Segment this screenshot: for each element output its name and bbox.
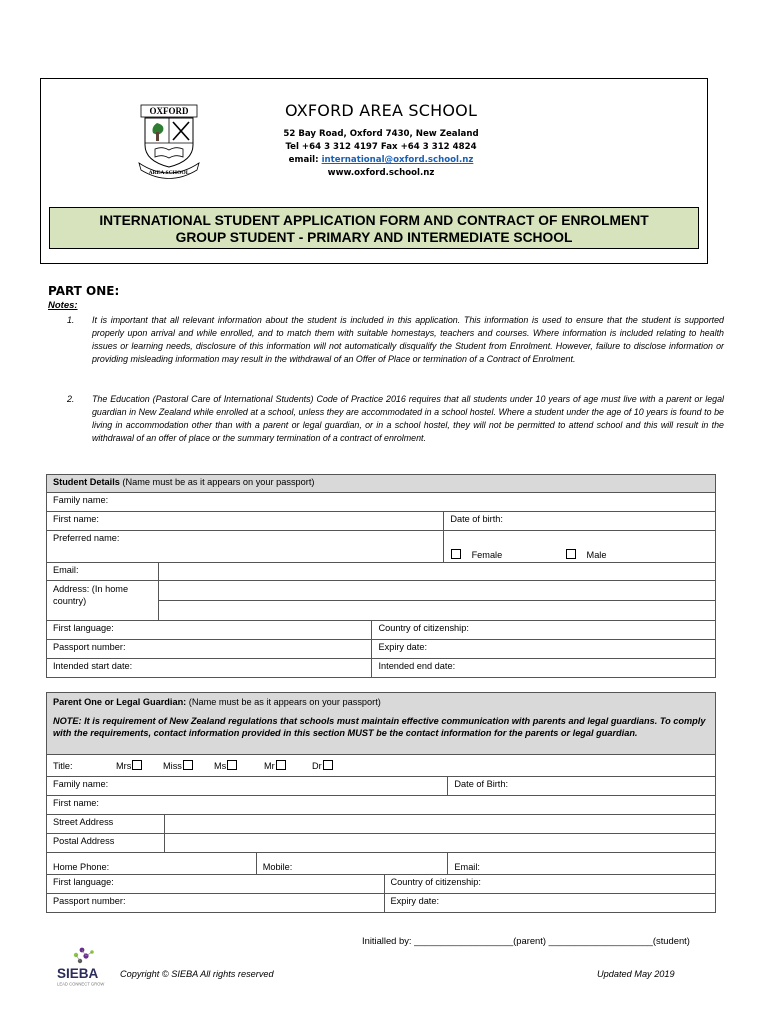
form-title-line1: INTERNATIONAL STUDENT APPLICATION FORM AND CONTRACT OF ENROLMENT bbox=[99, 213, 649, 228]
sieba-logo bbox=[56, 946, 120, 988]
student-details-title: Student Details bbox=[53, 477, 120, 487]
parent-first-name-field[interactable] bbox=[47, 796, 716, 815]
updated-date: Updated May 2019 bbox=[597, 969, 675, 979]
postal-address-label-cell bbox=[47, 834, 165, 853]
mobile-label: Mobile: bbox=[262, 862, 293, 872]
sieba-wordmark: SIEBA bbox=[57, 966, 99, 981]
note-1 bbox=[48, 314, 728, 380]
male-label: Male bbox=[586, 550, 607, 560]
preferred-name-field[interactable] bbox=[47, 531, 444, 563]
student-details-table bbox=[46, 474, 716, 678]
parent-note: NOTE: It is requirement of New Zealand regulations that schools must maintain effective communication with parents and legal guardians. To comply with the requirements, contact information provided in this section MUST be the contact information for the parents or legal guardian. bbox=[53, 716, 706, 738]
address-label: Address: (In home country) bbox=[53, 584, 129, 606]
mobile-field[interactable] bbox=[256, 853, 448, 875]
male-checkbox[interactable] bbox=[566, 549, 576, 559]
school-website: www.oxford.school.nz bbox=[327, 168, 435, 178]
title-option-label: Miss bbox=[163, 761, 182, 771]
note-2 bbox=[48, 393, 728, 459]
note-text: The Education (Pastoral Care of International Students) Code of Practice 2016 requires that all students under 10 years of age must live with a parent or legal guardian in New Zealand while enrolled at a school, unless they are accommodated in a school hostel. Where a student under the age of 10 years is found to be living in accommodation other than with a parent or legal guardian, or in a school hostel, they will not be permitted to attend school and this will result in the withdrawal of an offer of place or the summary termination of a contract of enrolment. bbox=[92, 394, 724, 443]
passport-field[interactable] bbox=[47, 640, 372, 659]
title-option-mrs[interactable] bbox=[116, 760, 142, 771]
notes-label: Notes: bbox=[48, 300, 78, 311]
first-name-label: First name: bbox=[53, 514, 99, 524]
school-address: 52 Bay Road, Oxford 7430, New Zealand bbox=[283, 129, 479, 139]
first-language-label: First language: bbox=[53, 623, 114, 633]
mr-checkbox[interactable] bbox=[276, 760, 286, 770]
gender-field bbox=[444, 531, 716, 563]
note-number: 2. bbox=[67, 394, 75, 404]
school-phone: Tel +64 3 312 4197 Fax +64 3 312 4824 bbox=[285, 142, 477, 152]
parent-family-name-field[interactable] bbox=[47, 777, 448, 796]
family-name-field[interactable] bbox=[47, 493, 716, 512]
home-phone-label: Home Phone: bbox=[53, 862, 110, 872]
email-label-cell bbox=[47, 563, 159, 581]
parent-guardian-table bbox=[46, 692, 716, 913]
school-email-link[interactable]: international@oxford.school.nz bbox=[321, 155, 474, 165]
form-title-band bbox=[49, 207, 699, 249]
initialled-by-line: Initialled by: ___________________(parent) ____________________(student) bbox=[362, 935, 690, 946]
street-address-label-cell bbox=[47, 815, 165, 834]
end-date-field[interactable] bbox=[372, 659, 716, 678]
school-name: OXFORD AREA SCHOOL bbox=[284, 101, 478, 120]
title-option-dr[interactable] bbox=[312, 760, 333, 771]
street-address-input[interactable] bbox=[164, 815, 715, 834]
home-phone-field[interactable] bbox=[47, 853, 257, 875]
parent-title: Parent One or Legal Guardian: bbox=[53, 697, 187, 707]
parent-citizenship-label: Country of citizenship: bbox=[390, 877, 481, 887]
title-option-miss[interactable] bbox=[163, 760, 193, 771]
family-name-label: Family name: bbox=[53, 495, 109, 505]
parent-first-name-label: First name: bbox=[53, 798, 99, 808]
parent-passport-label: Passport number: bbox=[53, 896, 126, 906]
email-input-cell[interactable] bbox=[158, 563, 715, 581]
student-details-header bbox=[47, 475, 716, 493]
title-option-label: Ms bbox=[214, 761, 227, 771]
address-line2-input[interactable] bbox=[158, 601, 715, 621]
expiry-label: Expiry date: bbox=[378, 642, 427, 652]
street-address-label: Street Address bbox=[53, 817, 114, 827]
school-crest-logo bbox=[137, 103, 201, 181]
email-label: email: bbox=[288, 155, 322, 165]
first-language-field[interactable] bbox=[47, 621, 372, 640]
parent-citizenship-field[interactable] bbox=[384, 875, 716, 894]
citizenship-field[interactable] bbox=[372, 621, 716, 640]
citizenship-label: Country of citizenship: bbox=[378, 623, 469, 633]
dr-checkbox[interactable] bbox=[323, 760, 333, 770]
copyright-text: Copyright © SIEBA All rights reserved bbox=[120, 969, 274, 979]
female-label: Female bbox=[471, 550, 503, 560]
ms-checkbox[interactable] bbox=[227, 760, 237, 770]
title-option-label: Dr bbox=[312, 761, 322, 771]
school-contact-block bbox=[241, 101, 521, 180]
expiry-field[interactable] bbox=[372, 640, 716, 659]
start-date-field[interactable] bbox=[47, 659, 372, 678]
parent-family-name-label: Family name: bbox=[53, 779, 109, 789]
female-checkbox[interactable] bbox=[451, 549, 461, 559]
dob-label: Date of birth: bbox=[450, 514, 503, 524]
parent-dob-label: Date of Birth: bbox=[454, 779, 509, 789]
parent-expiry-field[interactable] bbox=[384, 894, 716, 913]
parent-dob-field[interactable] bbox=[448, 777, 716, 796]
preferred-name-label: Preferred name: bbox=[53, 533, 120, 543]
passport-label: Passport number: bbox=[53, 642, 126, 652]
parent-header bbox=[47, 693, 716, 755]
email-label: Email: bbox=[53, 565, 79, 575]
crest-top-text: OXFORD bbox=[149, 106, 189, 116]
title-option-mr[interactable] bbox=[264, 760, 286, 771]
school-email-line bbox=[241, 154, 521, 167]
student-details-note: (Name must be as it appears on your passport) bbox=[119, 477, 315, 487]
form-title-line2: GROUP STUDENT - PRIMARY AND INTERMEDIATE SCHOOL bbox=[175, 230, 573, 245]
title-option-ms[interactable] bbox=[214, 760, 237, 771]
parent-expiry-label: Expiry date: bbox=[390, 896, 440, 906]
parent-title-note: (Name must be as it appears on your passport) bbox=[186, 697, 381, 707]
part-one-heading: PART ONE: bbox=[48, 284, 120, 298]
title-label: Title: bbox=[53, 760, 73, 771]
note-text: It is important that all relevant information about the student is included in this application. This information is used to ensure that the student is supported properly upon arrival and while enrolled, and to match them with suitable homestays, teachers and courses. Where information is included relating to health issues or learning needs, disclosure of this information will not automatically disqualify the Student from Enrolment. However, failure to disclose information or providing misleading information may result in the withdrawal of an Offer of Place or termination of a Contract of Enrolment. bbox=[92, 315, 724, 364]
end-date-label: Intended end date: bbox=[378, 661, 456, 671]
mrs-checkbox[interactable] bbox=[132, 760, 142, 770]
first-name-field[interactable] bbox=[47, 512, 444, 531]
miss-checkbox[interactable] bbox=[183, 760, 193, 770]
postal-address-input[interactable] bbox=[164, 834, 715, 853]
parent-email-field[interactable] bbox=[448, 853, 716, 875]
parent-email-label: Email: bbox=[454, 862, 480, 872]
crest-bottom-text: AREA SCHOOL bbox=[148, 170, 190, 176]
letterhead bbox=[40, 78, 708, 264]
postal-address-label: Postal Address bbox=[53, 836, 115, 846]
title-field bbox=[47, 755, 716, 777]
sieba-tagline: LEAD CONNECT GROW bbox=[57, 981, 105, 987]
parent-first-language-label: First language: bbox=[53, 877, 114, 887]
address-line1-input[interactable] bbox=[158, 581, 715, 601]
note-number: 1. bbox=[67, 315, 75, 325]
start-date-label: Intended start date: bbox=[53, 661, 133, 671]
dob-field[interactable] bbox=[444, 512, 716, 531]
address-label-cell bbox=[47, 581, 159, 621]
title-option-label: Mrs bbox=[116, 761, 132, 771]
parent-first-language-field[interactable] bbox=[47, 875, 385, 894]
title-option-label: Mr bbox=[264, 761, 275, 771]
parent-passport-field[interactable] bbox=[47, 894, 385, 913]
